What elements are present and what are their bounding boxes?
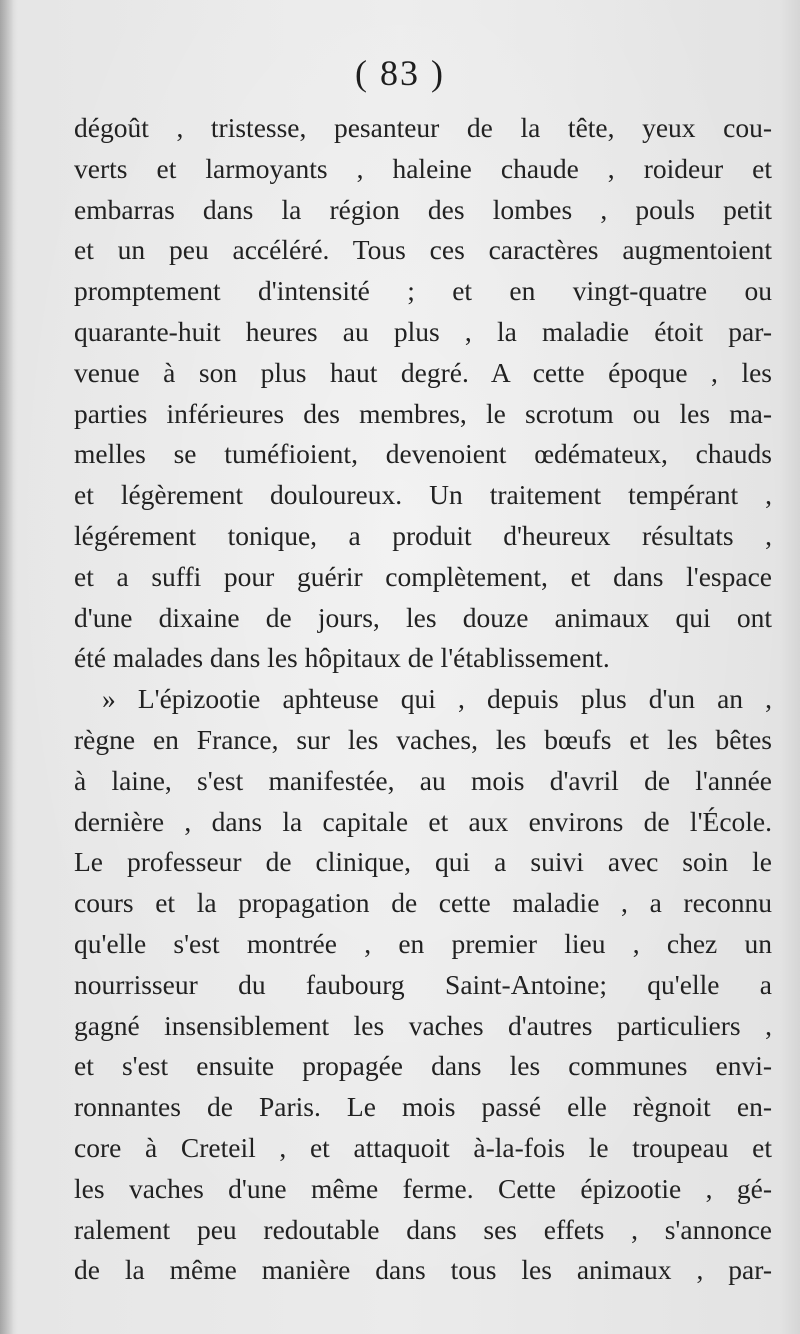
text-line: cours et la propagation de cette maladie , a reconnu bbox=[74, 887, 772, 919]
text-line: gagné insensiblement les vaches d'autres particuliers , bbox=[74, 1009, 772, 1041]
text-line: embarras dans la région des lombes , pouls petit bbox=[74, 193, 772, 225]
text-line: de la même manière dans tous les animaux , par- bbox=[74, 1254, 772, 1286]
text-line: nourrisseur du faubourg Saint-Antoine; qu'elle a bbox=[74, 968, 772, 1000]
text-line: melles se tuméfioient, devenoient œdémateux, chauds bbox=[74, 438, 772, 470]
text-line: et a suffi pour guérir complètement, et dans l'espace bbox=[74, 560, 772, 592]
body-text bbox=[74, 108, 772, 1291]
text-line: à laine, s'est manifestée, au mois d'avril de l'année bbox=[74, 764, 772, 796]
text-line: légérement tonique, a produit d'heureux résultats , bbox=[74, 519, 772, 551]
text-line: promptement d'intensité ; et en vingt-quatre ou bbox=[74, 275, 772, 307]
text-line: et un peu accéléré. Tous ces caractères augmentoient bbox=[74, 234, 772, 266]
text-line: ronnantes de Paris. Le mois passé elle règnoit en- bbox=[74, 1091, 772, 1123]
text-line: et légèrement douloureux. Un traitement tempérant , bbox=[74, 479, 772, 511]
page-number: ( 83 ) bbox=[355, 53, 445, 93]
text-line: été malades dans les hôpitaux de l'établissement. bbox=[74, 642, 610, 674]
text-line: et s'est ensuite propagée dans les communes envi- bbox=[74, 1050, 772, 1082]
page-edge-shadow bbox=[0, 0, 14, 1334]
text-line: dégoût , tristesse, pesanteur de la tête, yeux cou- bbox=[74, 112, 772, 143]
text-line: verts et larmoyants , haleine chaude , roideur et bbox=[74, 152, 772, 184]
text-line: dernière , dans la capitale et aux environs de l'École. bbox=[74, 805, 772, 837]
text-line: les vaches d'une même ferme. Cette épizootie , gé- bbox=[74, 1172, 772, 1204]
text-line: venue à son plus haut degré. A cette époque , les bbox=[74, 356, 772, 388]
text-line: qu'elle s'est montrée , en premier lieu , chez un bbox=[74, 927, 772, 959]
text-line: règne en France, sur les vaches, les bœufs et les bêtes bbox=[74, 723, 772, 755]
text-line: quarante-huit heures au plus , la maladie étoit par- bbox=[74, 315, 772, 347]
text-line: » L'épizootie aphteuse qui , depuis plus d'un an , bbox=[102, 683, 772, 715]
text-line: d'une dixaine de jours, les douze animaux qui ont bbox=[74, 601, 772, 633]
text-line: core à Creteil , et attaquoit à-la-fois le troupeau et bbox=[74, 1131, 772, 1163]
text-line: ralement peu redoutable dans ses effets , s'annonce bbox=[74, 1213, 772, 1245]
text-line: parties inférieures des membres, le scrotum ou les ma- bbox=[74, 397, 772, 429]
text-line: Le professeur de clinique, qui a suivi avec soin le bbox=[74, 846, 772, 878]
